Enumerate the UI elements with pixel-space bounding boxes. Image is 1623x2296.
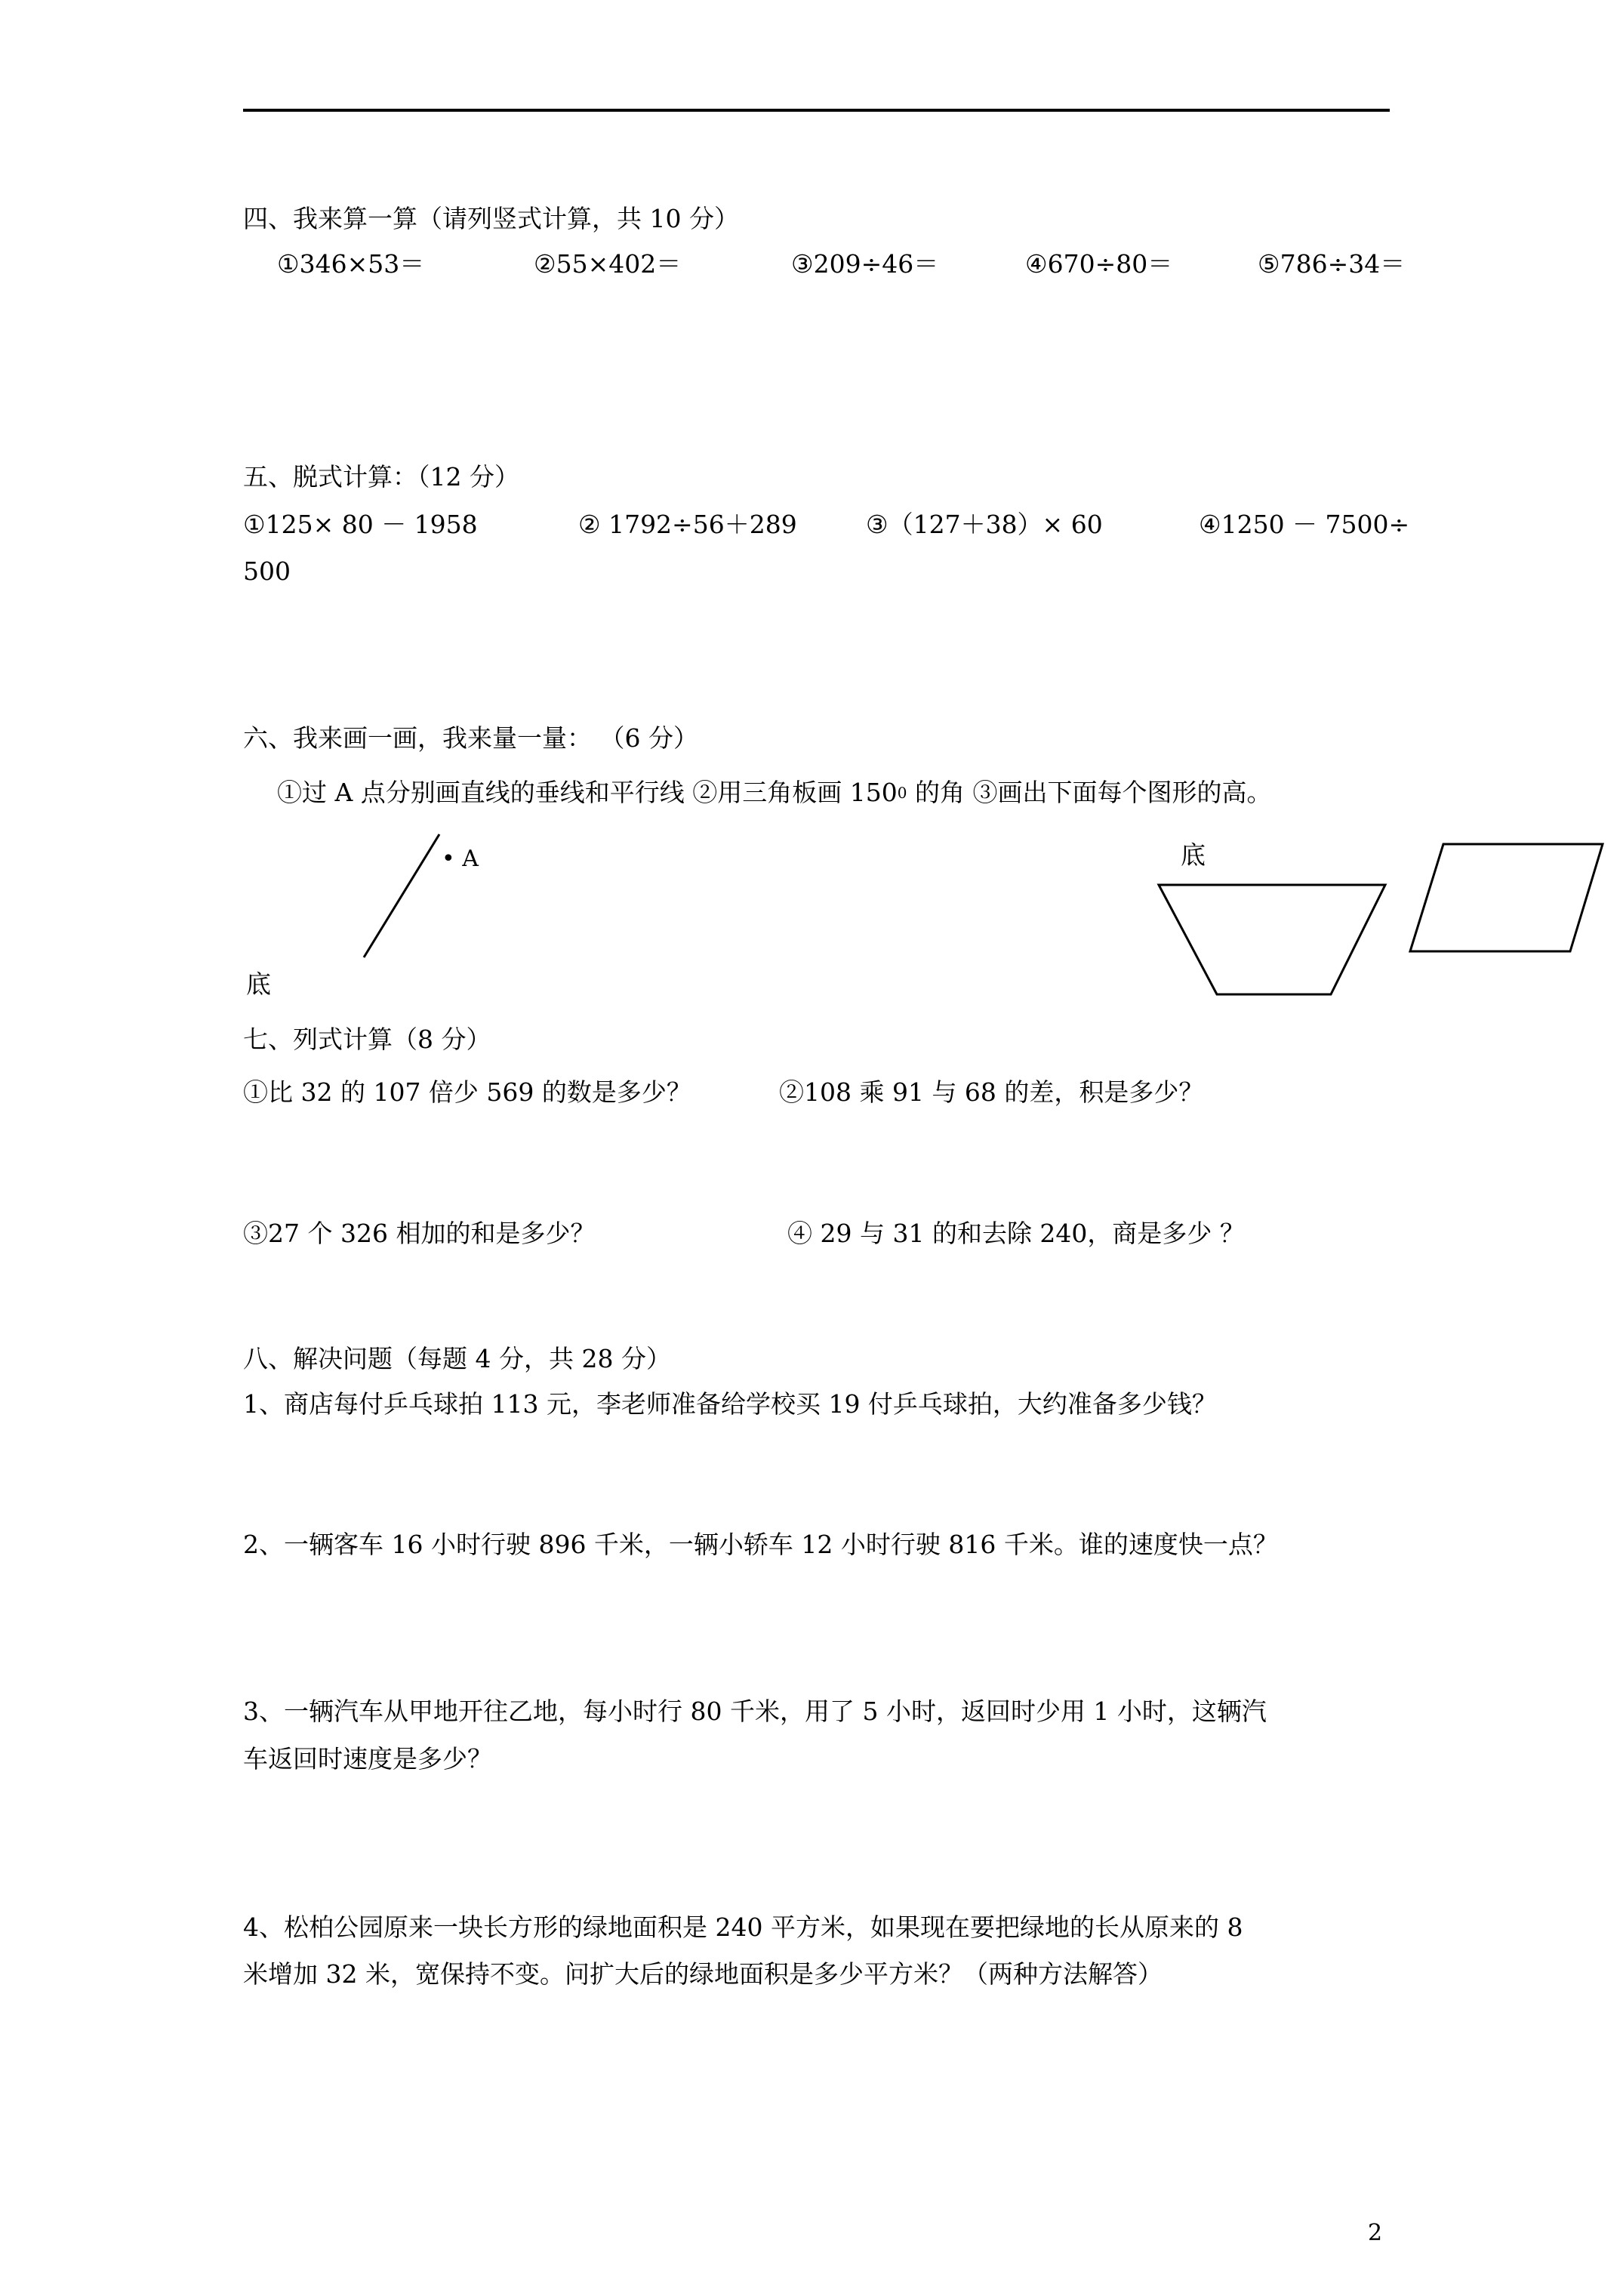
calc-item-2: ②55×402＝ (534, 249, 682, 279)
calc-item-5: ⑤786÷34＝ (1258, 249, 1406, 279)
section-7-title: 七、列式计算（8 分） (243, 1025, 491, 1054)
calc-item-4: ④670÷80＝ (1025, 249, 1173, 279)
instruction-part-1: ①过 A 点分别画直线的垂线和平行线 ②用三角板画 150 (277, 778, 898, 807)
point-a-label: • A (442, 846, 479, 872)
calc-item-3: ③209÷46＝ (791, 249, 939, 279)
expr-item-2: ② 1792÷56＋289 (578, 510, 797, 539)
word-calc-item-2: ②108 乘 91 与 68 的差，积是多少？ (779, 1077, 1204, 1107)
problem-3-line-2: 车返回时速度是多少？ (243, 1744, 492, 1774)
problem-4-line-1: 4、松柏公园原来一块长方形的绿地面积是 240 平方米，如果现在要把绿地的长从原来的 8 (243, 1912, 1243, 1942)
parallelogram-shape (1410, 844, 1603, 951)
word-calc-item-1: ①比 32 的 107 倍少 569 的数是多少？ (243, 1077, 691, 1107)
word-calc-item-4: ④ 29 与 31 的和去除 240，商是多少 ？ (787, 1219, 1245, 1248)
drawing-instructions (277, 778, 1272, 811)
expr-item-1: ①125× 80 － 1958 (243, 510, 478, 539)
header-rule (243, 109, 1390, 112)
line-base-label: 底 (246, 969, 271, 999)
trapezoid-shape (1159, 885, 1385, 994)
word-calc-item-3: ③27 个 326 相加的和是多少？ (243, 1219, 596, 1248)
problem-1: 1、商店每付乒乓球拍 113 元，李老师准备给学校买 19 付乒乓球拍，大约准备多少钱？ (243, 1389, 1217, 1419)
trapezoid-base-label: 底 (1181, 840, 1206, 870)
page-number: 2 (1368, 2220, 1383, 2246)
expr-item-3: ③（127＋38）× 60 (866, 510, 1103, 539)
section-6-title: 六、我来画一画，我来量一量： （6 分） (243, 723, 698, 753)
degree-mark: 0 (897, 784, 907, 802)
problem-3-line-1: 3、一辆汽车从甲地开往乙地，每小时行 80 千米，用了 5 小时，返回时少用 1 小时，这辆汽 (243, 1697, 1267, 1726)
problem-2: 2、一辆客车 16 小时行驶 896 千米，一辆小轿车 12 小时行驶 816 千米。谁的速度快一点？ (243, 1530, 1278, 1559)
expr-item-4: ④1250 － 7500÷ (1199, 510, 1410, 539)
section-5-title: 五、脱式计算：（12 分） (243, 462, 519, 492)
instruction-part-2: 的角 ③画出下面每个图形的高。 (907, 778, 1272, 807)
slanted-line (364, 834, 439, 957)
section-4-title: 四、我来算一算（请列竖式计算，共 10 分） (243, 204, 739, 233)
problem-4-line-2: 米增加 32 米，宽保持不变。问扩大后的绿地面积是多少平方米？（两种方法解答） (243, 1959, 1163, 1989)
expr-item-4-continuation: 500 (243, 556, 291, 586)
section-8-title: 八、解决问题（每题 4 分，共 28 分） (243, 1344, 671, 1373)
calc-item-1: ①346×53＝ (277, 249, 425, 279)
